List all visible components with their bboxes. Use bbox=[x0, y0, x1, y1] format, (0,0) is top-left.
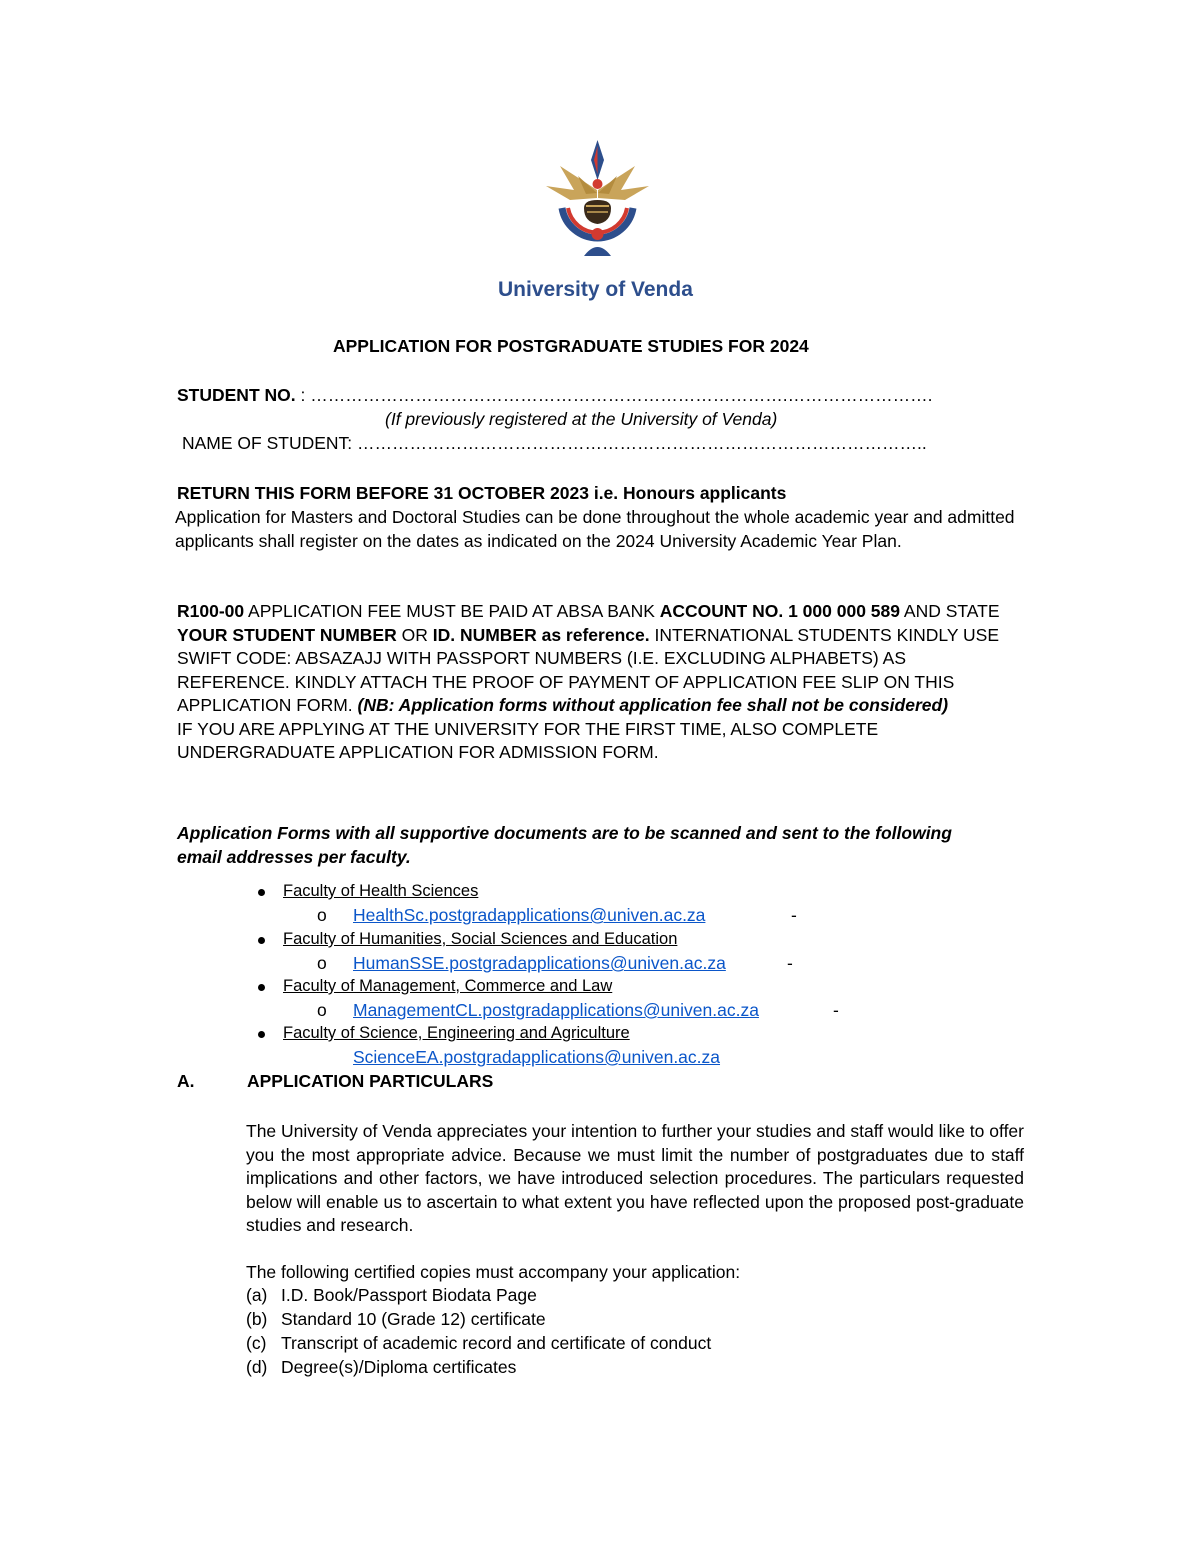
first-time-notice: IF YOU ARE APPLYING AT THE UNIVERSITY FOR THE FIRST TIME, ALSO COMPLETE UNDERGRADUATE APPLICATION FOR ADMISSION FORM. bbox=[177, 718, 879, 762]
bullet-icon bbox=[258, 1031, 265, 1038]
faculty-email-dash: - bbox=[791, 905, 797, 925]
student-no-separator: : bbox=[295, 385, 311, 405]
application-fee-paragraph bbox=[177, 600, 1022, 765]
sub-bullet-icon: o bbox=[317, 953, 327, 973]
university-emblem-icon bbox=[540, 138, 655, 258]
fee-text-3: OR bbox=[396, 624, 433, 645]
bullet-icon bbox=[258, 937, 265, 944]
return-notice-heading: RETURN THIS FORM BEFORE 31 OCTOBER 2023 i.e. Honours applicants bbox=[177, 483, 787, 503]
section-a-title: APPLICATION PARTICULARS bbox=[247, 1071, 494, 1091]
faculty-name: Faculty of Science, Engineering and Agriculture bbox=[283, 1024, 630, 1042]
email-notice: Application Forms with all supportive documents are to be scanned and sent to the following email addresses per faculty. bbox=[177, 823, 952, 867]
form-title: APPLICATION FOR POSTGRADUATE STUDIES FOR 2024 bbox=[333, 336, 809, 356]
student-no-field[interactable]: ……………………………………………………………………….……………………. bbox=[310, 385, 933, 405]
bullet-icon bbox=[258, 889, 265, 896]
copy-item-label: (c) bbox=[246, 1333, 267, 1353]
return-notice-body: Application for Masters and Doctoral Studies can be done throughout the whole academic year and admitted applicants shall register on the dates as indicated on the 2024 University Academic Year Plan. bbox=[175, 507, 1015, 551]
sub-bullet-icon: o bbox=[317, 905, 327, 925]
copy-item-label: (a) bbox=[246, 1285, 268, 1305]
copy-item bbox=[246, 1333, 711, 1354]
copy-item-text: Transcript of academic record and certificate of conduct bbox=[281, 1333, 712, 1353]
copy-item-label: (d) bbox=[246, 1357, 268, 1377]
university-logo bbox=[540, 138, 655, 258]
student-no-label: STUDENT NO. bbox=[177, 385, 296, 405]
fee-text-4: INTERNATIONAL STUDENTS KINDLY USE SWIFT CODE: ABSAZAJJ WITH PASSPORT NUMBERS (I.E. EXCLUDING ALPHABETS) AS REFERENCE. KINDLY ATTACH THE PROOF OF PAYMENT OF APPLICATION FEE SLIP ON THIS APPLICATION FORM. bbox=[177, 624, 1000, 715]
student-name-field[interactable]: …………………………………………………………………………………….. bbox=[357, 433, 927, 453]
student-name-line bbox=[182, 433, 927, 454]
fee-account-number: ACCOUNT NO. 1 000 000 589 bbox=[659, 601, 900, 621]
section-a-intro: The University of Venda appreciates your intention to further your studies and staff would like to offer you the most appropriate advice. Because we must limit the number of postgraduates due to staff implications and other factors, we have introduced selection procedures. The particulars requested below will enable us to ascertain to what extent you have reflected upon the proposed post-graduate studies and research. bbox=[246, 1121, 1024, 1235]
fee-id-number-ref: ID. NUMBER as reference. bbox=[432, 624, 650, 645]
faculty-email-dash: - bbox=[833, 1000, 839, 1020]
student-no-note: (If previously registered at the University of Venda) bbox=[385, 409, 778, 429]
sub-bullet-icon: o bbox=[317, 1000, 327, 1020]
copy-item-text: I.D. Book/Passport Biodata Page bbox=[281, 1285, 537, 1305]
fee-text-2: AND STATE bbox=[900, 601, 1000, 621]
copy-item-text: Standard 10 (Grade 12) certificate bbox=[281, 1309, 546, 1329]
faculty-email-link[interactable]: ScienceEA.postgradapplications@univen.ac.za bbox=[353, 1047, 721, 1067]
copy-item-label: (b) bbox=[246, 1309, 268, 1329]
faculty-name: Faculty of Management, Commerce and Law bbox=[283, 977, 613, 995]
faculty-email-link[interactable]: ManagementCL.postgradapplications@univen.ac.za bbox=[353, 1000, 759, 1020]
copy-item bbox=[246, 1309, 546, 1330]
fee-text-1: APPLICATION FEE MUST BE PAID AT ABSA BANK bbox=[244, 601, 660, 621]
student-name-label: NAME OF STUDENT: bbox=[182, 433, 358, 453]
student-no-line bbox=[177, 385, 932, 406]
copy-item bbox=[246, 1357, 516, 1378]
fee-student-number-ref: YOUR STUDENT NUMBER bbox=[177, 624, 397, 645]
copy-item bbox=[246, 1285, 537, 1306]
faculty-email-dash: - bbox=[787, 953, 793, 973]
section-a-letter: A. bbox=[177, 1071, 195, 1091]
fee-amount: R100-00 bbox=[177, 601, 245, 621]
faculty-name: Faculty of Humanities, Social Sciences and Education bbox=[283, 930, 678, 948]
bullet-icon bbox=[258, 984, 265, 991]
faculty-name: Faculty of Health Sciences bbox=[283, 882, 479, 900]
university-name: University of Venda bbox=[498, 278, 693, 301]
faculty-email-link[interactable]: HealthSc.postgradapplications@univen.ac.za bbox=[353, 905, 706, 925]
fee-nb-note: (NB: Application forms without application fee shall not be considered) bbox=[357, 695, 949, 715]
copy-item-text: Degree(s)/Diploma certificates bbox=[281, 1357, 517, 1377]
faculty-email-link[interactable]: HumanSSE.postgradapplications@univen.ac.za bbox=[353, 953, 726, 973]
copies-intro: The following certified copies must accompany your application: bbox=[246, 1262, 741, 1282]
